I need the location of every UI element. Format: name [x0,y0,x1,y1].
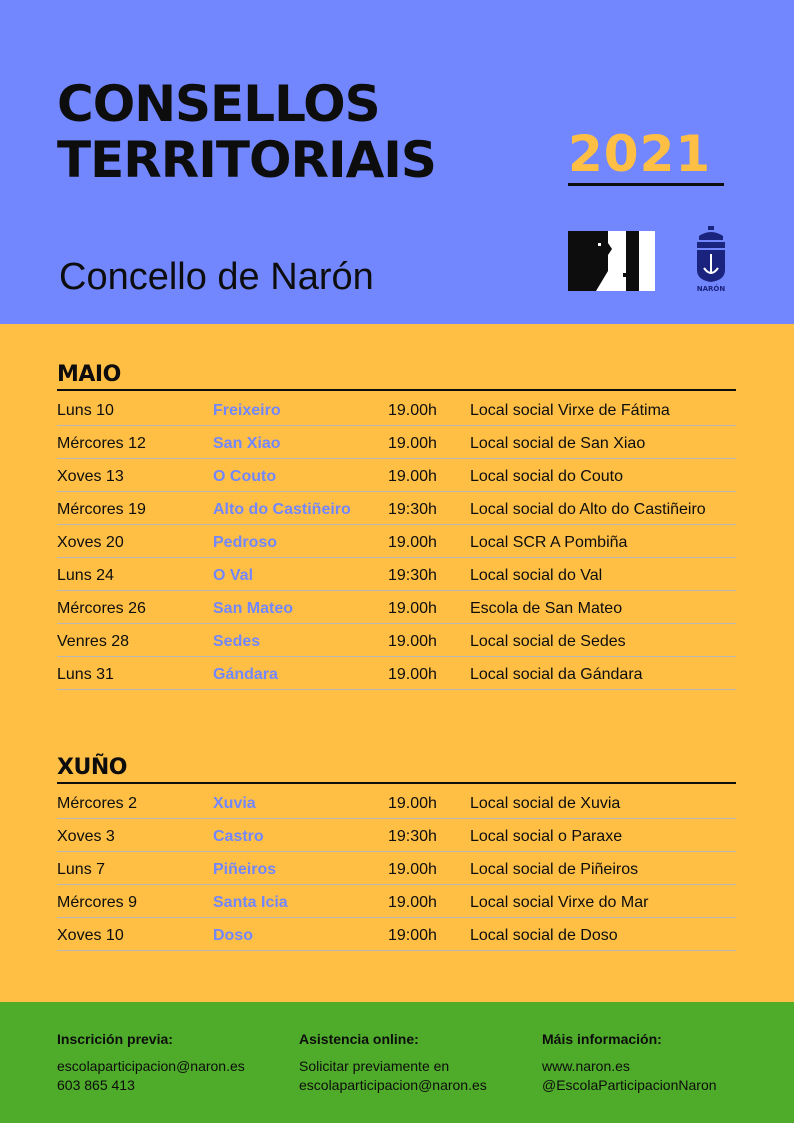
registration-phone[interactable]: 603 865 413 [57,1077,135,1093]
table-row [57,657,736,690]
row-venue: Local social do Val [470,567,603,584]
row-time: 19.00h [388,600,437,617]
section-title: MAIO [57,362,736,391]
title-line-2: TERRITORIAIS [57,131,436,189]
table-row [57,459,736,492]
row-day: Mércores 19 [57,501,146,518]
row-day: Luns 10 [57,402,114,419]
table-row [57,591,736,624]
naron-crest-logo [694,226,728,292]
row-place: O Val [213,567,254,584]
table-row [57,426,736,459]
footer-registration [57,1030,245,1095]
row-venue: Local social de San Xiao [470,435,646,452]
table-row [57,852,736,885]
row-time: 19.00h [388,402,437,419]
row-day: Luns 24 [57,567,114,584]
row-day: Xoves 3 [57,828,115,845]
row-venue: Local social Virxe do Mar [470,894,649,911]
row-place: San Mateo [213,600,294,617]
online-instructions: Solicitar previamente en [299,1058,450,1074]
row-venue: Local social de Piñeiros [470,861,639,878]
table-row [57,819,736,852]
row-time: 19.00h [388,894,437,911]
row-venue: Escola de San Mateo [470,600,623,617]
section-title: XUÑO [57,755,736,784]
table-row [57,393,736,426]
row-time: 19.00h [388,666,437,683]
page-title [57,76,436,188]
table-row [57,558,736,591]
title-line-1: CONSELLOS [57,75,380,133]
row-place: O Couto [213,468,277,485]
website-link[interactable]: www.naron.es [542,1058,630,1074]
row-day: Luns 31 [57,666,114,683]
crest-label: NARÓN [696,285,726,292]
row-place: Santa Icia [213,894,288,911]
footer-heading: Máis información: [542,1031,662,1047]
footer-heading: Inscrición previa: [57,1031,173,1047]
row-venue: Local social de Doso [470,927,618,944]
section-xuno [57,755,736,951]
table-row [57,885,736,918]
row-place: Castro [213,828,264,845]
footer-info [542,1030,717,1095]
row-time: 19:30h [388,501,437,518]
row-time: 19.00h [388,534,437,551]
online-email[interactable]: escolaparticipacion@naron.es [299,1077,487,1093]
table-row [57,918,736,951]
row-venue: Local SCR A Pombiña [470,534,628,551]
row-day: Luns 7 [57,861,106,878]
organization-name: Concello de Narón [59,256,374,298]
row-time: 19.00h [388,633,437,650]
row-day: Mércores 26 [57,600,146,617]
row-venue: Local social Virxe de Fátima [470,402,670,419]
registration-email[interactable]: escolaparticipacion@naron.es [57,1058,245,1074]
table-row [57,492,736,525]
row-place: San Xiao [213,435,281,452]
row-day: Xoves 20 [57,534,124,551]
row-venue: Local social o Paraxe [470,828,623,845]
row-venue: Local social de Sedes [470,633,626,650]
row-time: 19:00h [388,927,437,944]
row-time: 19.00h [388,468,437,485]
row-venue: Local social de Xuvia [470,795,621,812]
header-banner [0,0,794,324]
row-place: Piñeiros [213,861,277,878]
row-day: Xoves 10 [57,927,124,944]
row-venue: Local social do Couto [470,468,623,485]
row-place: Sedes [213,633,261,650]
row-day: Venres 28 [57,633,130,650]
row-day: Xoves 13 [57,468,124,485]
row-place: Freixeiro [213,402,281,419]
table-row [57,786,736,819]
row-time: 19:30h [388,567,437,584]
row-venue: Local social do Alto do Castiñeiro [470,501,706,518]
year-underline [568,183,724,186]
section-maio [57,362,736,690]
schedule-table [57,786,736,951]
row-time: 19:30h [388,828,437,845]
row-venue: Local social da Gándara [470,666,643,683]
row-day: Mércores 12 [57,435,146,452]
row-place: Pedroso [213,534,278,551]
row-time: 19.00h [388,795,437,812]
table-row [57,525,736,558]
table-row [57,624,736,657]
schedule-table [57,393,736,690]
social-handle[interactable]: @EscolaParticipacionNaron [542,1077,717,1093]
row-time: 19.00h [388,861,437,878]
row-day: Mércores 9 [57,894,138,911]
row-place: Gándara [213,666,278,683]
row-place: Xuvia [213,795,256,812]
year-label: 2021 [568,125,712,183]
row-day: Mércores 2 [57,795,138,812]
footer-heading: Asistencia online: [299,1031,419,1047]
footer-banner [0,1002,794,1123]
row-place: Alto do Castiñeiro [213,501,351,518]
row-place: Doso [213,927,253,944]
row-time: 19.00h [388,435,437,452]
footer-online [299,1030,487,1095]
participation-school-logo [568,231,655,291]
